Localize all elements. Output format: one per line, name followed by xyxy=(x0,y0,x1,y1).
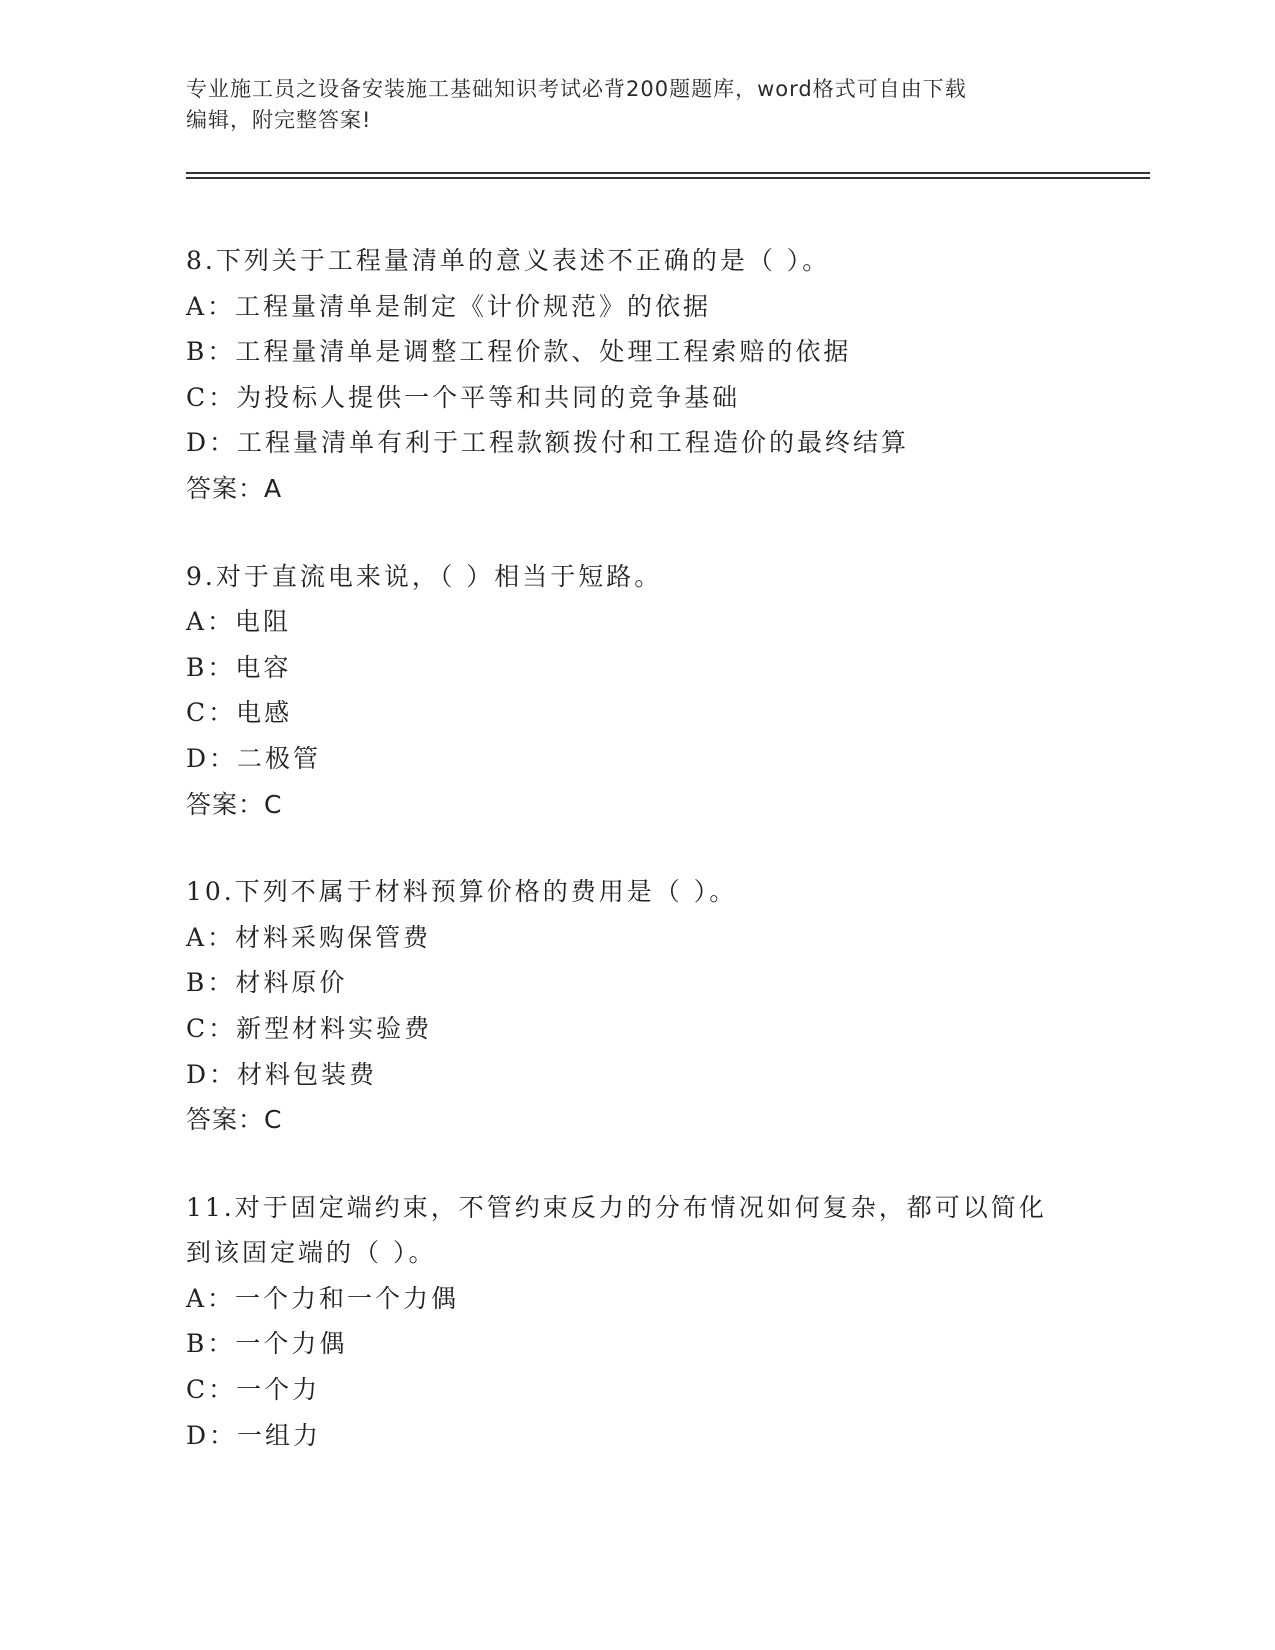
question-stem: 10.下列不属于材料预算价格的费用是（ ）。 xyxy=(186,877,738,907)
question-item xyxy=(186,869,1106,1143)
header-line-2: 编辑，附完整答案! xyxy=(186,108,372,132)
option-b: B：工程量清单是调整工程价款、处理工程索赔的依据 xyxy=(186,337,852,367)
option-c: C：一个力 xyxy=(186,1375,321,1405)
question-stem: 8.下列关于工程量清单的意义表述不正确的是（ ）。 xyxy=(186,246,831,275)
option-d: D：材料包装费 xyxy=(186,1059,378,1089)
option-a: A：材料采购保管费 xyxy=(186,922,432,952)
question-item xyxy=(186,1185,1106,1459)
option-b: B：材料原价 xyxy=(186,968,348,998)
option-d: D：二极管 xyxy=(186,743,322,773)
option-b: B：电容 xyxy=(186,652,292,682)
question-stem-line-2: 到该固定端的（ ）。 xyxy=(186,1238,437,1268)
answer-label: 答案：C xyxy=(186,1105,283,1135)
answer-label: 答案：A xyxy=(186,473,283,503)
option-a: A：一个力和一个力偶 xyxy=(186,1283,460,1313)
header-line-1: 专业施工员之设备安装施工基础知识考试必背200题题库，word格式可自由下载 xyxy=(186,77,967,101)
header-divider-top xyxy=(186,172,1150,174)
header-divider-bottom xyxy=(186,177,1150,179)
question-stem: 9.对于直流电来说，（ ）相当于短路。 xyxy=(186,561,663,591)
question-stem-line-1: 11.对于固定端约束，不管约束反力的分布情况如何复杂，都可以简化 xyxy=(186,1192,1047,1222)
option-b: B：一个力偶 xyxy=(186,1329,348,1359)
option-a: A：电阻 xyxy=(186,607,292,637)
question-item xyxy=(186,238,1106,512)
option-a: A：工程量清单是制定《计价规范》的依据 xyxy=(186,291,712,321)
answer-label: 答案：C xyxy=(186,789,283,819)
option-c: C：电感 xyxy=(186,698,293,728)
option-d: D：工程量清单有利于工程款额拨付和工程造价的最终结算 xyxy=(186,428,910,458)
question-list xyxy=(186,238,1106,1500)
document-header xyxy=(186,74,1066,136)
question-item xyxy=(186,554,1106,828)
option-c: C：为投标人提供一个平等和共同的竞争基础 xyxy=(186,382,741,412)
option-d: D：一组力 xyxy=(186,1420,322,1450)
option-c: C：新型材料实验费 xyxy=(186,1013,433,1043)
